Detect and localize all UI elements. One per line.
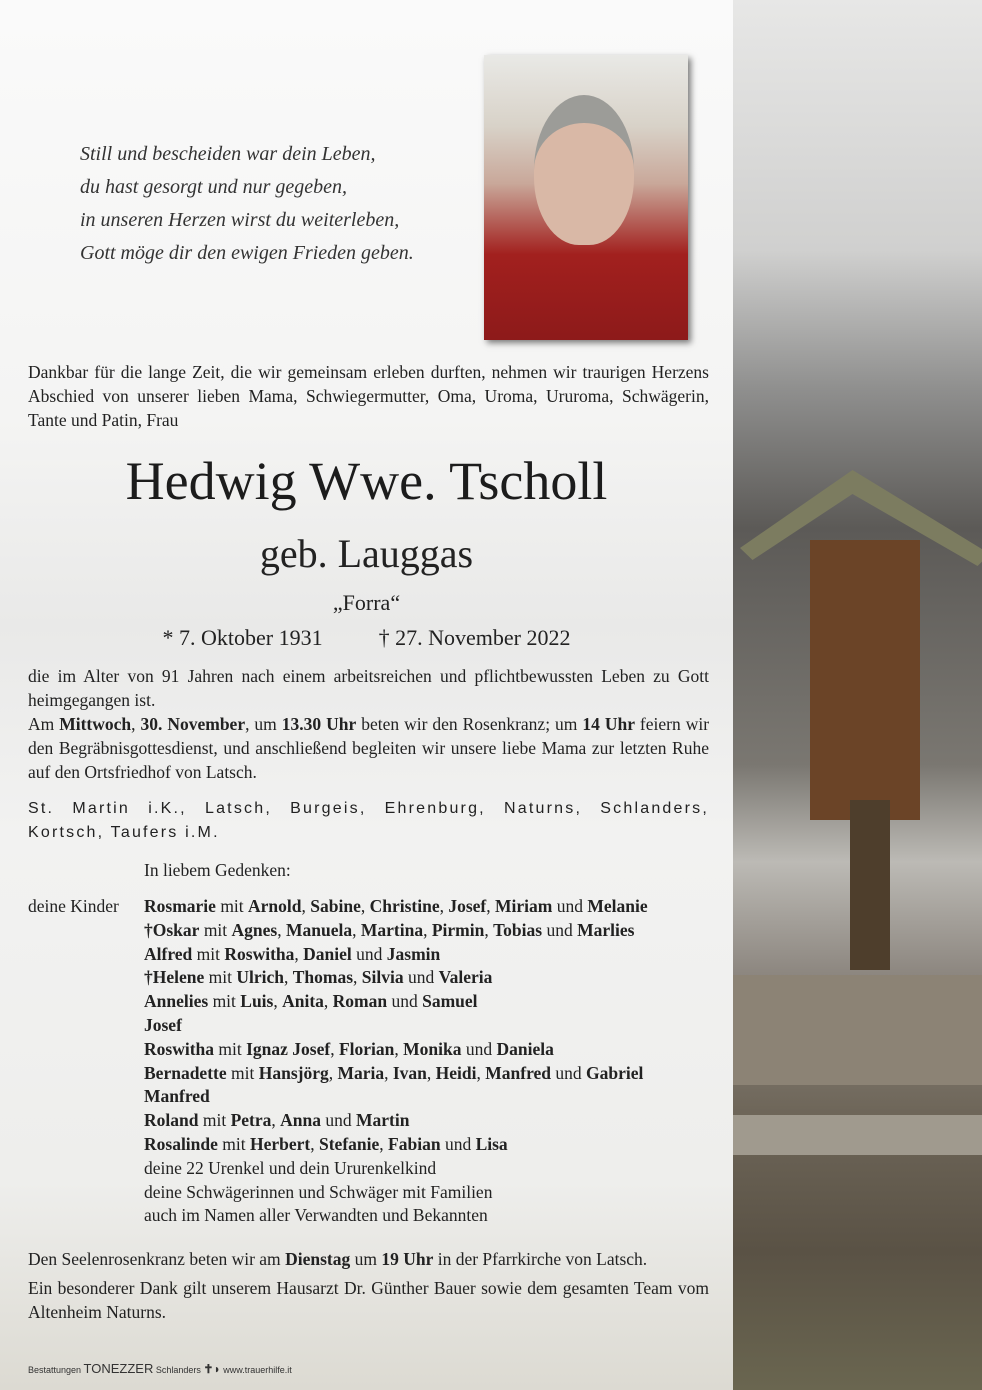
passing-text: die im Alter von 91 Jahren nach einem arbeitsreichen und pflichtbewussten Leben zu Gott heimgegangen ist. — [28, 666, 709, 710]
family-member-name: Maria — [337, 1062, 385, 1083]
poem-line: Still und bescheiden war dein Leben, — [80, 143, 376, 165]
family-member-name: Ulrich — [236, 967, 284, 988]
family-member-name: Martina — [360, 919, 424, 940]
connector-text: deine Schwägerinnen und Schwäger mit Familien — [144, 1181, 493, 1202]
connector-text: und — [552, 896, 588, 916]
thanks-text: Ein besonderer Dank gilt unserem Hausarzt Dr. Günther Bauer sowie dem gesamten Team vom Altenheim Naturns. — [28, 1278, 709, 1322]
connector-text: mit — [204, 967, 237, 988]
connector-text: und — [542, 919, 578, 940]
connector-text: , — [310, 1133, 319, 1154]
logo-icon: ✝◗ — [203, 1362, 221, 1376]
connector-text: und — [440, 1133, 476, 1154]
rosary-text: Den Seelenrosenkranz beten wir am Dienstag um 19 Uhr in der Pfarrkirche von Latsch. — [28, 1249, 648, 1269]
connector-text: , — [328, 1062, 338, 1083]
family-line — [144, 966, 648, 990]
family-member-name: Pirmin — [431, 919, 485, 940]
connector-text: , — [484, 919, 494, 940]
connector-text: , — [426, 1062, 436, 1083]
family-member-name: Sabine — [310, 896, 361, 916]
connector-text: , — [323, 991, 333, 1012]
family-member-name: Daniel — [303, 943, 352, 964]
family-member-name: Alfred — [144, 943, 193, 964]
poem-line: in unseren Herzen wirst du weiterleben, — [80, 209, 400, 231]
family-member-name: Florian — [338, 1038, 395, 1059]
connector-text: , — [273, 991, 283, 1012]
family-line — [144, 943, 648, 967]
poem-line: du hast gesorgt und nur gegeben, — [80, 176, 348, 198]
family-member-name: Annelies — [144, 991, 209, 1012]
family-line — [144, 1109, 648, 1133]
family-line — [144, 1014, 648, 1038]
connector-text: , — [284, 967, 293, 988]
family-member-name: Josef — [448, 896, 487, 916]
family-line — [144, 1181, 648, 1205]
family-member-name: Silvia — [361, 967, 404, 988]
connector-text: , — [353, 967, 362, 988]
family-member-name: Rosmarie — [144, 896, 216, 916]
family-member-name: Marlies — [577, 919, 635, 940]
connector-text: , — [486, 896, 495, 916]
family-member-name: Miriam — [495, 896, 553, 916]
family-list — [144, 895, 648, 1228]
places-text: St. Martin i.K., Latsch, Burgeis, Ehrenburg, Naturns, Schlanders, Kortsch, Taufers i.M. — [28, 800, 709, 841]
bench-seat-image — [733, 1115, 982, 1155]
family-line — [144, 1204, 648, 1228]
family-member-name: Lisa — [475, 1133, 508, 1154]
family-member-name: Gabriel — [586, 1062, 644, 1083]
family-line — [144, 1038, 648, 1062]
family-member-name: Luis — [240, 991, 274, 1012]
intro-text: Dankbar für die lange Zeit, die wir gemeinsam erleben durften, nehmen wir traurigen Herzens Abschied von unserer lieben Mama, Schwiegermutter, Oma, Uroma, Ururoma, Schwägerin, Tante und Patin, Frau — [28, 362, 709, 430]
connector-text: mit — [192, 943, 225, 964]
footer: Bestattungen TONEZZER Schlanders ✝◗ www.trauerhilfe.it — [28, 1361, 292, 1376]
family-line — [144, 1133, 648, 1157]
connector-text: , — [476, 1062, 486, 1083]
family-member-name: Heidi — [435, 1062, 477, 1083]
connector-text: deine 22 Urenkel und dein Ururenkelkind — [144, 1157, 437, 1178]
family-member-name: Anita — [282, 991, 324, 1012]
connector-text: , — [360, 896, 370, 916]
family-member-name: Arnold — [248, 896, 302, 916]
wayside-shrine-image — [790, 470, 940, 970]
family-member-name: Jasmin — [386, 943, 441, 964]
connector-text: mit — [226, 1062, 259, 1083]
memory-heading: In liebem Gedenken: — [144, 860, 291, 880]
connector-text: , — [394, 1038, 404, 1059]
family-line — [144, 990, 648, 1014]
connector-text: und — [351, 943, 387, 964]
family-member-name: Fabian — [388, 1133, 441, 1154]
family-member-name: Samuel — [422, 991, 478, 1012]
connector-text: und — [387, 991, 423, 1012]
connector-text: mit — [208, 991, 241, 1012]
connector-text: mit — [215, 896, 249, 916]
connector-text: mit — [199, 919, 232, 940]
family-line — [144, 895, 648, 919]
family-line — [144, 1062, 648, 1086]
family-line — [144, 919, 648, 943]
connector-text: auch im Namen aller Verwandten und Bekannten — [144, 1205, 488, 1226]
connector-text: mit — [214, 1038, 247, 1059]
family-member-name: Martin — [355, 1110, 410, 1131]
kids-label: deine Kinder — [28, 896, 119, 916]
connector-text: und — [320, 1110, 356, 1131]
family-member-name: Monika — [403, 1038, 462, 1059]
website-link[interactable]: www.trauerhilfe.it — [223, 1365, 292, 1375]
family-member-name: Roswitha — [224, 943, 295, 964]
poem-line: Gott möge dir den ewigen Frieden geben. — [80, 242, 414, 264]
family-member-name: Daniela — [496, 1038, 554, 1059]
connector-text: , — [271, 1110, 281, 1131]
connector-text: und — [551, 1062, 587, 1083]
connector-text: mit — [198, 1110, 231, 1131]
family-member-name: Stefanie — [319, 1133, 380, 1154]
family-line — [144, 1085, 648, 1109]
connector-text: , — [423, 919, 432, 940]
family-member-name: †Helene — [144, 967, 205, 988]
connector-text: , — [352, 919, 361, 940]
connector-text: , — [330, 1038, 339, 1059]
family-member-name: Josef — [144, 1014, 182, 1035]
death-date: † 27. November 2022 — [378, 625, 571, 650]
family-member-name: Melanie — [587, 896, 648, 916]
family-member-name: Herbert — [250, 1133, 311, 1154]
family-member-name: Manuela — [285, 919, 353, 940]
family-member-name: Christine — [369, 896, 440, 916]
life-dates — [0, 625, 733, 651]
family-member-name: Valeria — [438, 967, 493, 988]
connector-text: , — [379, 1133, 389, 1154]
connector-text: , — [294, 943, 304, 964]
connector-text: , — [301, 896, 311, 916]
family-member-name: Anna — [280, 1110, 321, 1131]
nickname: „Forra“ — [332, 590, 401, 615]
family-member-name: Tobias — [493, 919, 543, 940]
family-member-name: Roswitha — [144, 1038, 215, 1059]
family-member-name: Roman — [332, 991, 388, 1012]
portrait-photo — [484, 55, 688, 340]
family-member-name: Manfred — [144, 1086, 210, 1107]
family-member-name: Manfred — [485, 1062, 552, 1083]
brand-name: TONEZZER — [83, 1361, 154, 1376]
family-member-name: Rosalinde — [144, 1133, 218, 1154]
deceased-name: Hedwig Wwe. Tscholl — [125, 451, 608, 511]
family-member-name: Ivan — [392, 1062, 427, 1083]
connector-text: mit — [217, 1133, 250, 1154]
poem — [80, 138, 414, 270]
family-member-name: Petra — [230, 1110, 272, 1131]
connector-text: , — [384, 1062, 393, 1083]
bench-image — [733, 975, 982, 1085]
connector-text: und — [403, 967, 439, 988]
family-member-name: Bernadette — [144, 1062, 227, 1083]
connector-text: , — [439, 896, 449, 916]
family-member-name: Ignaz Josef — [246, 1038, 331, 1059]
connector-text: , — [277, 919, 286, 940]
birth-name: geb. Lauggas — [259, 531, 474, 576]
family-line — [144, 1157, 648, 1181]
family-member-name: Agnes — [231, 919, 278, 940]
family-member-name: Roland — [144, 1110, 199, 1131]
connector-text: und — [461, 1038, 497, 1059]
family-member-name: Hansjörg — [258, 1062, 329, 1083]
funeral-text: Am Mittwoch, 30. November, um 13.30 Uhr beten wir den Rosenkranz; um 14 Uhr feiern wir den Begräbnisgottesdienst, und anschließend begleiten wir unsere liebe Mama zur letzten Ruhe auf den Ortsfriedhof von Latsch. — [28, 714, 710, 782]
family-member-name: †Oskar — [144, 919, 200, 940]
birth-date: * 7. Oktober 1931 — [162, 625, 323, 650]
family-member-name: Thomas — [292, 967, 354, 988]
